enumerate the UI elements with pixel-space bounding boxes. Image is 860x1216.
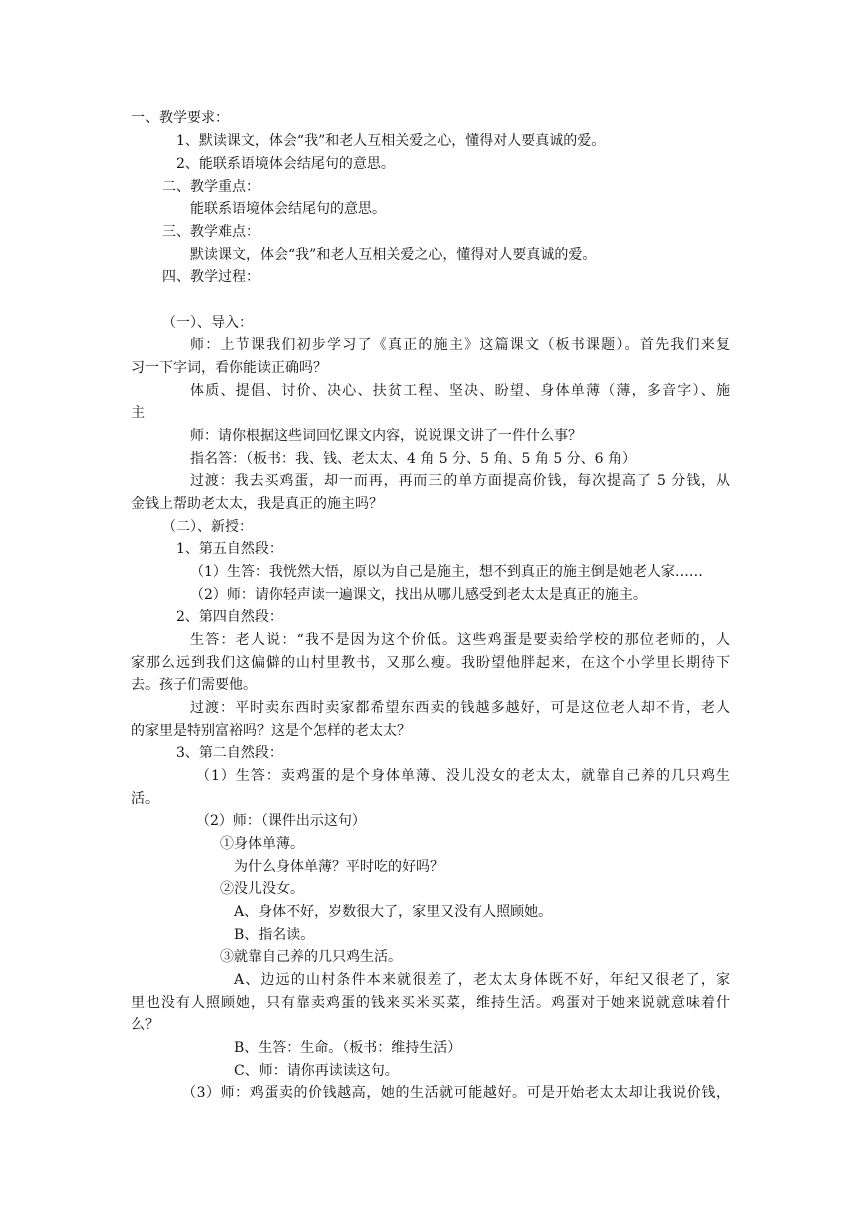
text-line: 里也没有人照顾她，只有靠卖鸡蛋的钱来买米买菜，维持生活。鸡蛋对于她来说就意味着什 [131,995,730,1011]
text-line: 家那么远到我们这偏僻的山村里教书，又那么瘦。我盼望他胖起来，在这个小学里长期待下 [131,655,730,671]
text-line: 体质、提倡、讨价、决心、扶贫工程、坚决、盼望、身体单薄（薄，多音字）、施 [190,383,730,399]
text-line: 2、能联系语境体会结尾句的意思。 [176,156,395,172]
text-line: 过渡：平时卖东西时卖家都希望东西卖的钱越多越好，可是这位老人却不肯，老人 [190,700,730,716]
text-line: 过渡：我去买鸡蛋，却一而再，再而三的单方面提高价钱，每次提高了 5 分钱，从 [190,473,730,489]
text-line: ②没儿没女。 [220,881,304,897]
text-line: B、生答：生命。（板书：维持生活） [234,1040,462,1056]
text-line: 1、默读课文，体会“我”和老人互相关爱之心，懂得对人要真诚的爱。 [176,133,606,149]
section-new-lesson: （二）、新授： [162,519,253,535]
text-line: ①身体单薄。 [220,836,304,852]
text-line: 默读课文，体会“我”和老人互相关爱之心，懂得对人要真诚的爱。 [190,247,597,263]
text-line: C、师：请你再读读这句。 [234,1063,399,1079]
subsection-para4: 2、第四自然段： [176,609,283,625]
subsection-para5: 1、第五自然段： [176,541,283,557]
text-line: （3）师：鸡蛋卖的价钱越高，她的生活就可能越好。可是开始老太太却让我说价钱， [182,1085,730,1101]
text-line: （2）师：请你轻声读一遍课文，找出从哪儿感受到老太太是真正的施主。 [190,587,647,603]
text-line: 习一下字词，看你能读正确吗？ [131,360,327,376]
heading-key-points: 二、教学重点： [162,179,260,195]
text-line: 活。 [131,791,159,807]
text-line: 的家里是特别富裕吗？这是个怎样的老太太？ [131,723,411,739]
text-line: 师：上节课我们初步学习了《真正的施主》这篇课文（板书课题）。首先我们来复 [190,337,730,353]
text-line: 师：请你根据这些词回忆课文内容，说说课文讲了一件什么事？ [190,428,582,444]
heading-difficulties: 三、教学难点： [162,224,260,240]
text-line: 金钱上帮助老太太，我是真正的施主吗？ [131,496,383,512]
text-line: （1）生答：我恍然大悟，原以为自己是施主，想不到真正的施主倒是她老人家…… [190,564,703,580]
heading-requirements: 一、教学要求： [131,110,229,126]
text-line: 么？ [131,1017,159,1033]
text-line: 能联系语境体会结尾句的意思。 [190,201,386,217]
heading-process: 四、教学过程： [162,269,260,285]
subsection-para2: 3、第二自然段： [176,745,283,761]
text-line: （2）师：（课件出示这句） [196,813,366,829]
text-line: 为什么身体单薄？平时吃的好吗？ [234,859,444,875]
text-line: 生答：老人说：“我不是因为这个价低。这些鸡蛋是要卖给学校的那位老师的，人 [190,632,730,648]
section-intro: （一）、导入： [162,315,253,331]
text-line: B、指名读。 [234,927,315,943]
text-line: ③就靠自己养的几只鸡生活。 [220,949,402,965]
text-line: 指名答：（板书：我、钱、老太太、4 角 5 分、5 角、5 角 5 分、6 角） [190,451,637,467]
text-line: 去。孩子们需要他。 [131,677,257,693]
text-line: （1）生答：卖鸡蛋的是个身体单薄、没儿没女的老太太，就靠自己养的几只鸡生 [196,768,730,784]
text-line: A、身体不好，岁数很大了，家里又没有人照顾她。 [234,904,553,920]
text-line: 主 [131,405,145,421]
text-line: A、边远的山村条件本来就很差了，老太太身体既不好，年纪又很老了，家 [234,972,730,988]
